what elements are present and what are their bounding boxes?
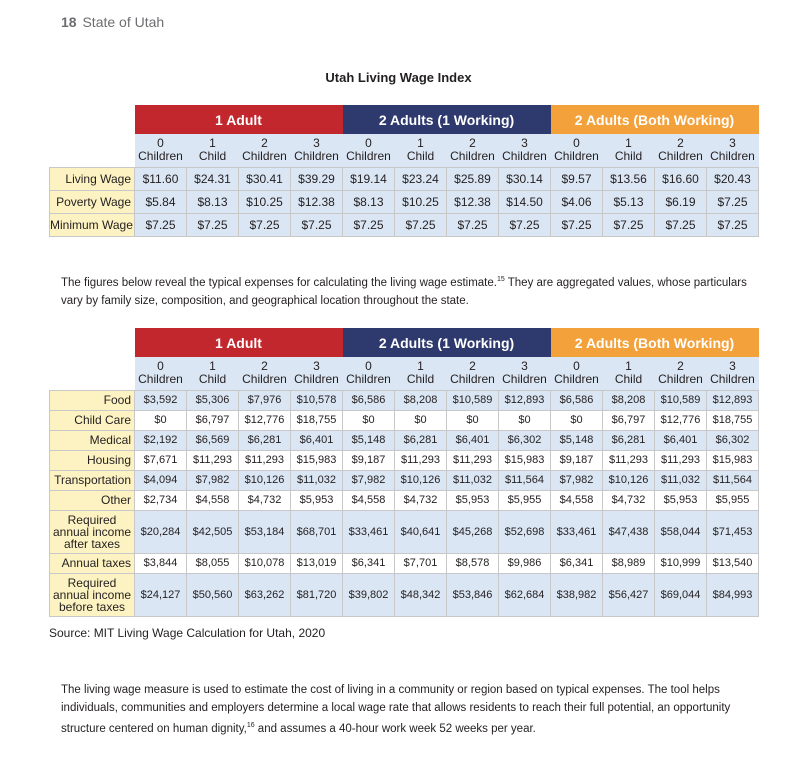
source-note: Source: MIT Living Wage Calculation for Utah, 2020 [49, 626, 326, 640]
row-label: Required annual income after taxes [50, 510, 135, 553]
table-cell: $7,982 [343, 470, 395, 490]
table-cell: $50,560 [187, 573, 239, 616]
page-number: 18 [61, 14, 77, 30]
column-header-count: 1 [209, 359, 216, 374]
expenses-table [49, 328, 759, 617]
table-cell: $5,955 [499, 490, 551, 510]
table-cell: $7,671 [135, 450, 187, 470]
column-header-unit: Children [710, 149, 755, 164]
table-cell: $10,126 [395, 470, 447, 490]
column-header-count: 2 [677, 136, 684, 151]
living-wage-table [49, 105, 759, 237]
table-cell: $11,293 [447, 450, 499, 470]
table-cell: $58,044 [655, 510, 707, 553]
table-cell: $8.13 [343, 190, 395, 213]
table-cell: $5,953 [447, 490, 499, 510]
table-cell: $7.25 [551, 213, 603, 236]
table-cell: $0 [135, 410, 187, 430]
table-cell: $8,208 [395, 390, 447, 410]
table-cell: $6,281 [603, 430, 655, 450]
column-header-3 [291, 134, 343, 167]
table-cell: $5,148 [551, 430, 603, 450]
table-cell: $7.25 [707, 213, 759, 236]
table-cell: $25.89 [447, 167, 499, 190]
table-cell: $38,982 [551, 573, 603, 616]
column-header-unit: Child [406, 149, 435, 164]
column-header-count: 0 [573, 136, 580, 151]
column-header-0 [135, 357, 187, 390]
table-cell: $24.31 [187, 167, 239, 190]
table-row [50, 573, 759, 616]
table-cell: $7,976 [239, 390, 291, 410]
column-header-unit: Children [294, 372, 339, 387]
table-cell: $15,983 [707, 450, 759, 470]
table-cell: $11,564 [707, 470, 759, 490]
column-header-count: 2 [261, 136, 268, 151]
table-cell: $5,953 [291, 490, 343, 510]
table-cell: $19.14 [343, 167, 395, 190]
table-cell: $4.06 [551, 190, 603, 213]
section-name: State of Utah [82, 14, 165, 30]
column-header-4 [343, 134, 395, 167]
table-cell: $20,284 [135, 510, 187, 553]
table-row [50, 490, 759, 510]
table-cell: $5,306 [187, 390, 239, 410]
table-cell: $40,641 [395, 510, 447, 553]
column-header-count: 1 [417, 359, 424, 374]
row-label: Required annual income before taxes [50, 573, 135, 616]
table-cell: $45,268 [447, 510, 499, 553]
row-label: Medical [50, 430, 135, 450]
table-cell: $8,055 [187, 553, 239, 573]
table-cell: $6,401 [655, 430, 707, 450]
table-cell: $7.25 [499, 213, 551, 236]
column-header-count: 3 [729, 359, 736, 374]
table-cell: $53,846 [447, 573, 499, 616]
table-cell: $6,569 [187, 430, 239, 450]
footnote-ref-15: 15 [496, 276, 505, 283]
column-header-6 [447, 357, 499, 390]
table-cell: $7.25 [187, 213, 239, 236]
column-header-8 [551, 134, 603, 167]
column-header-1 [187, 134, 239, 167]
table-cell: $0 [551, 410, 603, 430]
expenses-intro-paragraph [61, 271, 751, 310]
table-cell: $10,589 [655, 390, 707, 410]
group-header-2: 2 Adults (Both Working) [551, 105, 759, 134]
para2-text-cont: and assumes a 40-hour work week 52 weeks per year. [254, 722, 536, 735]
table-cell: $6,586 [343, 390, 395, 410]
table-cell: $12,893 [707, 390, 759, 410]
row-label: Transportation [50, 470, 135, 490]
table-row [50, 190, 759, 213]
table-cell: $11,293 [395, 450, 447, 470]
table-cell: $30.14 [499, 167, 551, 190]
column-header-unit: Children [554, 149, 599, 164]
table-cell: $11,293 [655, 450, 707, 470]
group-header-0: 1 Adult [135, 328, 343, 357]
table-cell: $10.25 [395, 190, 447, 213]
table-cell: $9,986 [499, 553, 551, 573]
table-cell: $14.50 [499, 190, 551, 213]
table-cell: $4,094 [135, 470, 187, 490]
table-cell: $7,701 [395, 553, 447, 573]
table-cell: $13,019 [291, 553, 343, 573]
group-header-1: 2 Adults (1 Working) [343, 328, 551, 357]
table-cell: $5,148 [343, 430, 395, 450]
column-header-unit: Children [658, 149, 703, 164]
table-cell: $5.84 [135, 190, 187, 213]
table-cell: $6,341 [551, 553, 603, 573]
table-row [50, 430, 759, 450]
table-cell: $10,126 [603, 470, 655, 490]
table-row [50, 213, 759, 236]
table-cell: $0 [395, 410, 447, 430]
table-row [50, 167, 759, 190]
table-cell: $48,342 [395, 573, 447, 616]
table-cell: $42,505 [187, 510, 239, 553]
column-header-unit: Child [198, 372, 227, 387]
table-cell: $11,293 [187, 450, 239, 470]
table-cell: $6,401 [447, 430, 499, 450]
column-header-unit: Child [198, 149, 227, 164]
table-cell: $39.29 [291, 167, 343, 190]
column-header-count: 0 [365, 136, 372, 151]
table-row [50, 510, 759, 553]
column-header-5 [395, 134, 447, 167]
table-cell: $30.41 [239, 167, 291, 190]
group-header-row [50, 105, 759, 134]
column-header-count: 0 [365, 359, 372, 374]
column-header-unit: Children [502, 372, 547, 387]
table-cell: $2,192 [135, 430, 187, 450]
table-cell: $18,755 [291, 410, 343, 430]
para1-text-cont: They are aggregated values, whose particulars vary by family size, composition, and geographical location throughout the state. [61, 276, 747, 307]
column-header-unit: Child [614, 372, 643, 387]
row-label: Child Care [50, 410, 135, 430]
table-cell: $53,184 [239, 510, 291, 553]
table-cell: $11,032 [291, 470, 343, 490]
table-cell: $10,999 [655, 553, 707, 573]
table-cell: $12,893 [499, 390, 551, 410]
row-label: Annual taxes [50, 553, 135, 573]
row-label: Housing [50, 450, 135, 470]
table-cell: $6,401 [291, 430, 343, 450]
column-header-count: 2 [261, 359, 268, 374]
table-cell: $7.25 [291, 213, 343, 236]
table-cell: $12.38 [447, 190, 499, 213]
para1-text: The figures below reveal the typical expenses for calculating the living wage estimate. [61, 276, 497, 289]
column-header-unit: Children [658, 372, 703, 387]
table-cell: $24,127 [135, 573, 187, 616]
table-cell: $6.19 [655, 190, 707, 213]
column-header-2 [239, 357, 291, 390]
table-cell: $5,955 [707, 490, 759, 510]
row-label: Minimum Wage [50, 213, 135, 236]
table-cell: $11,032 [447, 470, 499, 490]
table-cell: $18,755 [707, 410, 759, 430]
column-header-count: 3 [313, 136, 320, 151]
column-header-unit: Children [450, 372, 495, 387]
table-cell: $13,540 [707, 553, 759, 573]
corner-cell [50, 357, 135, 390]
column-header-unit: Child [614, 149, 643, 164]
column-header-count: 3 [313, 359, 320, 374]
table-cell: $6,302 [499, 430, 551, 450]
table-cell: $7.25 [135, 213, 187, 236]
column-header-count: 0 [573, 359, 580, 374]
table-cell: $7.25 [707, 190, 759, 213]
table-cell: $0 [499, 410, 551, 430]
column-header-5 [395, 357, 447, 390]
column-header-8 [551, 357, 603, 390]
table-cell: $6,341 [343, 553, 395, 573]
column-header-count: 1 [209, 136, 216, 151]
row-label: Food [50, 390, 135, 410]
table-cell: $7.25 [447, 213, 499, 236]
table-cell: $5.13 [603, 190, 655, 213]
column-header-row [50, 134, 759, 167]
column-header-count: 3 [521, 359, 528, 374]
column-header-10 [655, 134, 707, 167]
row-label: Living Wage [50, 167, 135, 190]
table-cell: $3,844 [135, 553, 187, 573]
column-header-unit: Children [554, 372, 599, 387]
column-header-unit: Child [406, 372, 435, 387]
table-cell: $11.60 [135, 167, 187, 190]
table-cell: $0 [343, 410, 395, 430]
table-cell: $8,989 [603, 553, 655, 573]
table-cell: $62,684 [499, 573, 551, 616]
column-header-unit: Children [502, 149, 547, 164]
table-cell: $84,993 [707, 573, 759, 616]
table-cell: $4,732 [395, 490, 447, 510]
table-cell: $7.25 [239, 213, 291, 236]
living-wage-paragraph [61, 681, 751, 738]
column-header-count: 2 [677, 359, 684, 374]
table-row [50, 470, 759, 490]
table-cell: $10.25 [239, 190, 291, 213]
table-cell: $69,044 [655, 573, 707, 616]
column-header-6 [447, 134, 499, 167]
column-header-unit: Children [346, 372, 391, 387]
table-cell: $8,578 [447, 553, 499, 573]
corner-cell [50, 328, 135, 357]
column-header-9 [603, 134, 655, 167]
column-header-2 [239, 134, 291, 167]
column-header-11 [707, 357, 759, 390]
column-header-row [50, 357, 759, 390]
column-header-11 [707, 134, 759, 167]
table-cell: $15,983 [291, 450, 343, 470]
table-cell: $7.25 [343, 213, 395, 236]
group-header-2: 2 Adults (Both Working) [551, 328, 759, 357]
table-cell: $6,797 [187, 410, 239, 430]
table-cell: $4,558 [187, 490, 239, 510]
column-header-unit: Children [294, 149, 339, 164]
table-cell: $16.60 [655, 167, 707, 190]
table-cell: $4,732 [603, 490, 655, 510]
column-header-count: 1 [625, 359, 632, 374]
table-row [50, 450, 759, 470]
table-title: Utah Living Wage Index [325, 70, 472, 85]
table-cell: $11,564 [499, 470, 551, 490]
column-header-count: 1 [625, 136, 632, 151]
table-cell: $7,982 [187, 470, 239, 490]
table-cell: $4,732 [239, 490, 291, 510]
group-header-0: 1 Adult [135, 105, 343, 134]
table-cell: $8.13 [187, 190, 239, 213]
table-cell: $3,592 [135, 390, 187, 410]
column-header-count: 3 [729, 136, 736, 151]
table-cell: $6,302 [707, 430, 759, 450]
column-header-3 [291, 357, 343, 390]
column-header-unit: Children [710, 372, 755, 387]
table-cell: $5,953 [655, 490, 707, 510]
table-cell: $7.25 [655, 213, 707, 236]
table-cell: $81,720 [291, 573, 343, 616]
table-cell: $13.56 [603, 167, 655, 190]
table-row [50, 410, 759, 430]
table-cell: $39,802 [343, 573, 395, 616]
table-cell: $10,589 [447, 390, 499, 410]
table-cell: $23.24 [395, 167, 447, 190]
column-header-count: 2 [469, 359, 476, 374]
row-label: Poverty Wage [50, 190, 135, 213]
para2-text: The living wage measure is used to estimate the cost of living in a community or region based on typical expenses. The tool helps individuals, communities and employers determine a local wage rate that allows residents to reach their full potential, an opportunity structure centered on human dignity, [61, 684, 731, 735]
column-header-count: 0 [157, 136, 164, 151]
row-label: Other [50, 490, 135, 510]
table-cell: $11,032 [655, 470, 707, 490]
table-cell: $10,578 [291, 390, 343, 410]
table-cell: $12,776 [655, 410, 707, 430]
table-cell: $68,701 [291, 510, 343, 553]
table-cell: $9,187 [343, 450, 395, 470]
column-header-count: 2 [469, 136, 476, 151]
table-cell: $2,734 [135, 490, 187, 510]
table-cell: $7.25 [395, 213, 447, 236]
group-header-1: 2 Adults (1 Working) [343, 105, 551, 134]
table-cell: $33,461 [343, 510, 395, 553]
table-cell: $4,558 [343, 490, 395, 510]
table-cell: $10,126 [239, 470, 291, 490]
column-header-10 [655, 357, 707, 390]
table-cell: $9.57 [551, 167, 603, 190]
table-cell: $7,982 [551, 470, 603, 490]
column-header-unit: Children [346, 149, 391, 164]
table-cell: $56,427 [603, 573, 655, 616]
table-cell: $11,293 [239, 450, 291, 470]
column-header-unit: Children [242, 149, 287, 164]
table-cell: $6,797 [603, 410, 655, 430]
table-cell: $52,698 [499, 510, 551, 553]
table-cell: $33,461 [551, 510, 603, 553]
table-cell: $10,078 [239, 553, 291, 573]
table-cell: $7.25 [603, 213, 655, 236]
table-cell: $12.38 [291, 190, 343, 213]
table-cell: $9,187 [551, 450, 603, 470]
table-cell: $6,586 [551, 390, 603, 410]
group-header-row [50, 328, 759, 357]
corner-cell [50, 134, 135, 167]
column-header-9 [603, 357, 655, 390]
table-cell: $8,208 [603, 390, 655, 410]
table-cell: $63,262 [239, 573, 291, 616]
column-header-7 [499, 134, 551, 167]
table-cell: $11,293 [603, 450, 655, 470]
table-row [50, 553, 759, 573]
column-header-1 [187, 357, 239, 390]
column-header-unit: Children [138, 149, 183, 164]
column-header-0 [135, 134, 187, 167]
column-header-count: 0 [157, 359, 164, 374]
table-cell: $6,281 [395, 430, 447, 450]
table-cell: $20.43 [707, 167, 759, 190]
footnote-ref-16: 16 [246, 722, 255, 729]
table-row [50, 390, 759, 410]
table-cell: $0 [447, 410, 499, 430]
table-cell: $71,453 [707, 510, 759, 553]
column-header-unit: Children [450, 149, 495, 164]
column-header-unit: Children [242, 372, 287, 387]
column-header-count: 1 [417, 136, 424, 151]
table-cell: $6,281 [239, 430, 291, 450]
column-header-4 [343, 357, 395, 390]
table-cell: $15,983 [499, 450, 551, 470]
table-cell: $12,776 [239, 410, 291, 430]
column-header-count: 3 [521, 136, 528, 151]
corner-cell [50, 105, 135, 134]
table-cell: $4,558 [551, 490, 603, 510]
page-header [61, 14, 164, 30]
column-header-unit: Children [138, 372, 183, 387]
column-header-7 [499, 357, 551, 390]
table-cell: $47,438 [603, 510, 655, 553]
